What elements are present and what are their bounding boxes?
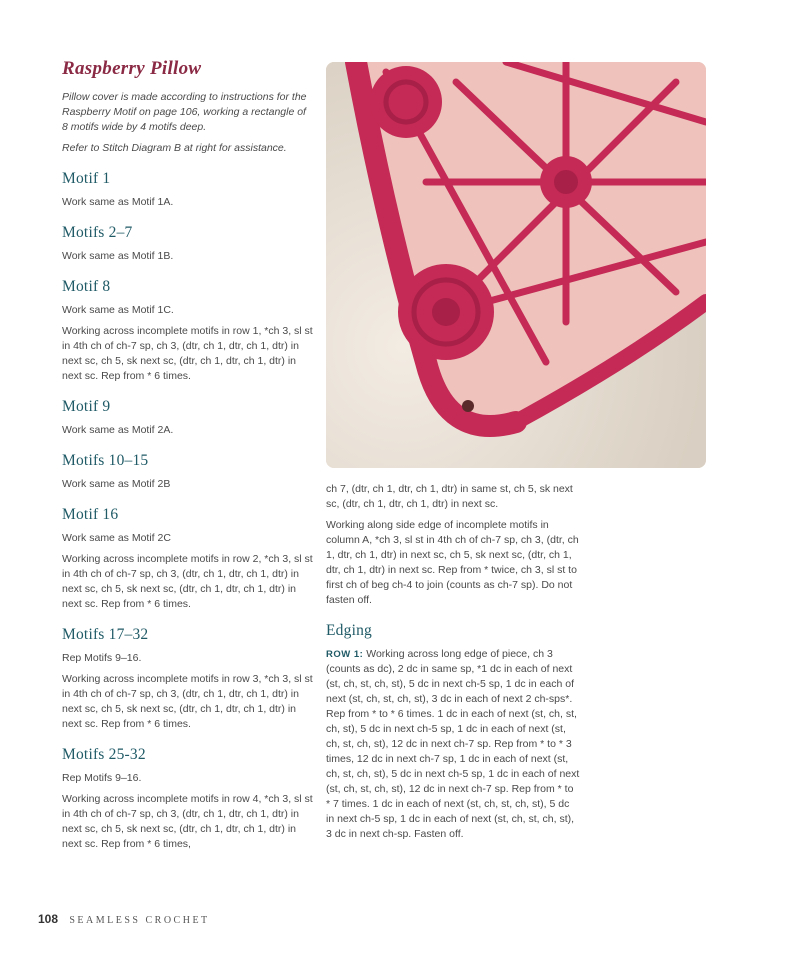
pillow-photo <box>326 62 706 468</box>
row-label: ROW 1: <box>326 649 364 660</box>
section-heading: Motif 16 <box>62 506 119 523</box>
instruction-paragraph: Working across incomplete motifs in row 1, *ch 3, sl st in 4th ch of ch-7 sp, ch 3, (dtr, ch 1, dtr, ch 1, dtr) in next sc, ch 5, sk next sc, (dtr, ch 1, dtr, ch 1, dtr) in next sc. Rep from * 6 times. <box>62 325 313 382</box>
section-heading: Motifs 2–7 <box>62 224 133 241</box>
instruction-paragraph: Rep Motifs 9–16. <box>62 652 142 664</box>
section-heading: Motif 9 <box>62 398 111 415</box>
right-column <box>326 482 580 848</box>
instruction-paragraph: Work same as Motif 1A. <box>62 196 174 208</box>
left-column <box>62 58 314 858</box>
crochet-pillow-illustration <box>326 62 706 468</box>
edging-paragraph <box>326 647 580 842</box>
instruction-paragraph: Working along side edge of incomplete motifs in column A, *ch 3, sl st in 4th ch of ch-7 sp, ch 3, (dtr, ch 1, dtr, ch 1, dtr) in next sc, ch 5, sk next sc, (dtr, ch 1, dtr, ch 1, dtr) in next sc. Rep from * twice, ch 3, sl st to first ch of beg ch-4 to join (counts as ch-7 sp). Do not fasten off. <box>326 519 579 606</box>
instruction-paragraph: Work same as Motif 2C <box>62 532 171 544</box>
instruction-paragraph: Work same as Motif 2A. <box>62 424 174 436</box>
section-heading: Motif 8 <box>62 278 111 295</box>
instruction-paragraph: Work same as Motif 1B. <box>62 250 174 262</box>
instruction-paragraph: ch 7, (dtr, ch 1, dtr, ch 1, dtr) in same st, ch 5, sk next sc, (dtr, ch 1, dtr, ch 1, dtr) in next sc. <box>326 483 573 510</box>
section-heading: Motifs 17–32 <box>62 626 149 643</box>
row-text: Working across long edge of piece, ch 3 (counts as dc), 2 dc in same sp, *1 dc in each of next (st, ch, st, ch, st), 5 dc in next ch-5 sp, 1 dc in each of next (st, ch, st, ch, st), 3 dc in each of next 2 ch-sps*. Rep from * to * 6 times. 1 dc in each of next (st, ch, st, ch, st), 5 dc in next ch-5 sp, 1 dc in each of next (st, ch, st, ch, st), 12 dc in next ch-7 sp. Rep from * to * 3 times, 12 dc in next ch-7 sp, 1 dc in each of next (st, ch, st, ch, st), 5 dc in next ch-5 sp, 1 dc in each of next (st, ch, st, ch, st), 12 dc in next ch-7 sp. Rep from * to * 7 times. 1 dc in each of next (st, ch, st, ch, st), 5 dc in next ch-5 sp, 1 dc in each of next (st, ch, st, ch, st), 3 dc in next ch-sp. Fasten off. <box>326 648 580 840</box>
page-number: 108 <box>38 912 59 926</box>
instruction-paragraph: Rep Motifs 9–16. <box>62 772 142 784</box>
section-heading: Motif 1 <box>62 170 111 187</box>
instruction-paragraph: Work same as Motif 1C. <box>62 304 174 316</box>
section-heading: Motifs 10–15 <box>62 452 149 469</box>
intro-paragraph: Pillow cover is made according to instructions for the Raspberry Motif on page 106, working a rectangle of 8 motifs wide by 4 motifs deep. <box>62 91 307 133</box>
page-title: Raspberry Pillow <box>62 58 202 79</box>
instruction-paragraph: Working across incomplete motifs in row 3, *ch 3, sl st in 4th ch of ch-7 sp, ch 3, (dtr, ch 1, dtr, ch 1, dtr) in next sc, ch 5, sk next sc, (dtr, ch 1, dtr, ch 1, dtr) in next sc. Rep from * 6 times. <box>62 673 313 730</box>
page-footer <box>38 912 210 926</box>
instruction-paragraph: Working across incomplete motifs in row 4, *ch 3, sl st in 4th ch of ch-7 sp, ch 3, (dtr, ch 1, dtr, ch 1, dtr) in next sc, ch 5, sk next sc, (dtr, ch 1, dtr, ch 1, dtr) in next sc. Rep from * 6 times, <box>62 793 313 850</box>
running-title: SEAMLESS CROCHET <box>69 915 210 926</box>
instruction-paragraph: Working across incomplete motifs in row 2, *ch 3, sl st in 4th ch of ch-7 sp, ch 3, (dtr, ch 1, dtr, ch 1, dtr) in next sc, ch 5, sk next sc, (dtr, ch 1, dtr, ch 1, dtr) in next sc. Rep from * 6 times. <box>62 553 313 610</box>
section-heading: Edging <box>326 622 372 639</box>
section-heading: Motifs 25-32 <box>62 746 146 763</box>
instruction-paragraph: Work same as Motif 2B <box>62 478 171 490</box>
intro-paragraph: Refer to Stitch Diagram B at right for assistance. <box>62 142 287 154</box>
